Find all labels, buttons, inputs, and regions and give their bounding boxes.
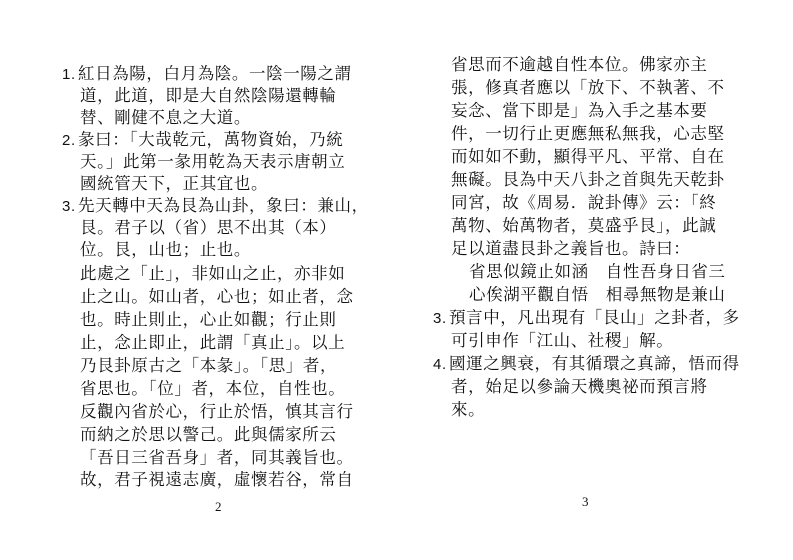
text-line: 而如如不動，顯得平凡、平常、自在	[451, 147, 725, 166]
text-line: 「吾日三省吾身」者，同其義旨也。	[80, 448, 354, 467]
text-line: 妄念、當下即是」為入手之基本要	[451, 101, 708, 120]
text-line: 故，君子視遠志廣，虛懷若谷，常自	[80, 470, 354, 489]
item-text: 紅日為陽，白月為陰。一陰一陽之謂	[78, 64, 352, 83]
item-number: 1.	[62, 66, 76, 83]
text-line: 足以道盡艮卦之義旨也。詩曰：	[451, 239, 691, 258]
text-line: 省思而不逾越自性本位。佛家亦主	[451, 55, 708, 74]
text-line	[433, 307, 740, 330]
text-line	[62, 129, 343, 152]
text-line: 無礙。艮為中天八卦之首與先天乾卦	[451, 170, 725, 189]
text-line: 艮。君子以（省）思不出其（本）	[80, 218, 337, 237]
text-line: 件，一切行止更應無私無我，心志堅	[451, 124, 725, 143]
text-line	[62, 63, 352, 86]
text-line: 位。艮，山也；止也。	[80, 240, 251, 259]
item-number: 2.	[62, 132, 76, 149]
text-line: 也。時止則止，心止如觀；行止則	[80, 310, 337, 329]
page-number: 2	[215, 499, 222, 514]
text-line: 者，始足以參論天機奧祕而預言將	[451, 377, 708, 396]
item-number: 4.	[433, 356, 447, 373]
text-line: 反觀內省於心，行止於悟，慎其言行	[80, 402, 354, 421]
text-line: 止，念止即止，此謂「真止」。以上	[80, 333, 346, 352]
text-line: 止之山。如山者，心也；如止者，念	[80, 287, 354, 306]
text-line: 張，修真者應以「放下、不執著、不	[451, 78, 725, 97]
poem-line: 心俟湖平觀自悟 相尋無物是兼山	[469, 285, 726, 304]
page-number: 3	[582, 494, 589, 509]
text-line: 來。	[451, 400, 486, 419]
text-line: 可引申作「江山、社稷」解。	[451, 331, 674, 350]
text-line: 萬物、始萬物者，莫盛乎艮」，此誠	[451, 216, 717, 235]
item-number: 3.	[62, 198, 76, 215]
text-line: 而納之於思以警己。此與儒家所云	[80, 425, 337, 444]
poem-line: 省思似鏡止如涵 自性吾身日省三	[469, 262, 726, 281]
item-text: 先天轉中天為艮為山卦，象曰：兼山，	[78, 196, 369, 215]
text-line: 替、剛健不息之大道。	[80, 108, 251, 127]
item-text: 彖曰：「大哉乾元，萬物資始，乃統	[78, 130, 344, 149]
text-line: 此處之「止」，非如山之止，亦非如	[80, 264, 346, 283]
left-page	[0, 0, 396, 560]
item-text: 國運之興衰，有其循環之真諦，悟而得	[449, 354, 740, 373]
text-line	[433, 353, 740, 376]
item-text: 預言中，凡出現有「艮山」之卦者，多	[449, 308, 740, 327]
text-line: 天。」此第一彖用乾為天表示唐朝立	[80, 152, 346, 171]
text-line: 省思也。「位」者，本位，自性也。	[80, 379, 346, 398]
text-line: 道，此道，即是大自然陰陽還轉輪	[80, 86, 337, 105]
text-line: 國統管天下，正其宜也。	[80, 174, 269, 193]
right-page	[396, 0, 793, 560]
item-number: 3.	[433, 310, 447, 327]
text-line	[62, 195, 369, 218]
text-line: 同宮，故《周易．說卦傳》云：「終	[451, 193, 717, 212]
text-line: 乃艮卦原古之「本彖」。「思」者，	[80, 356, 338, 375]
